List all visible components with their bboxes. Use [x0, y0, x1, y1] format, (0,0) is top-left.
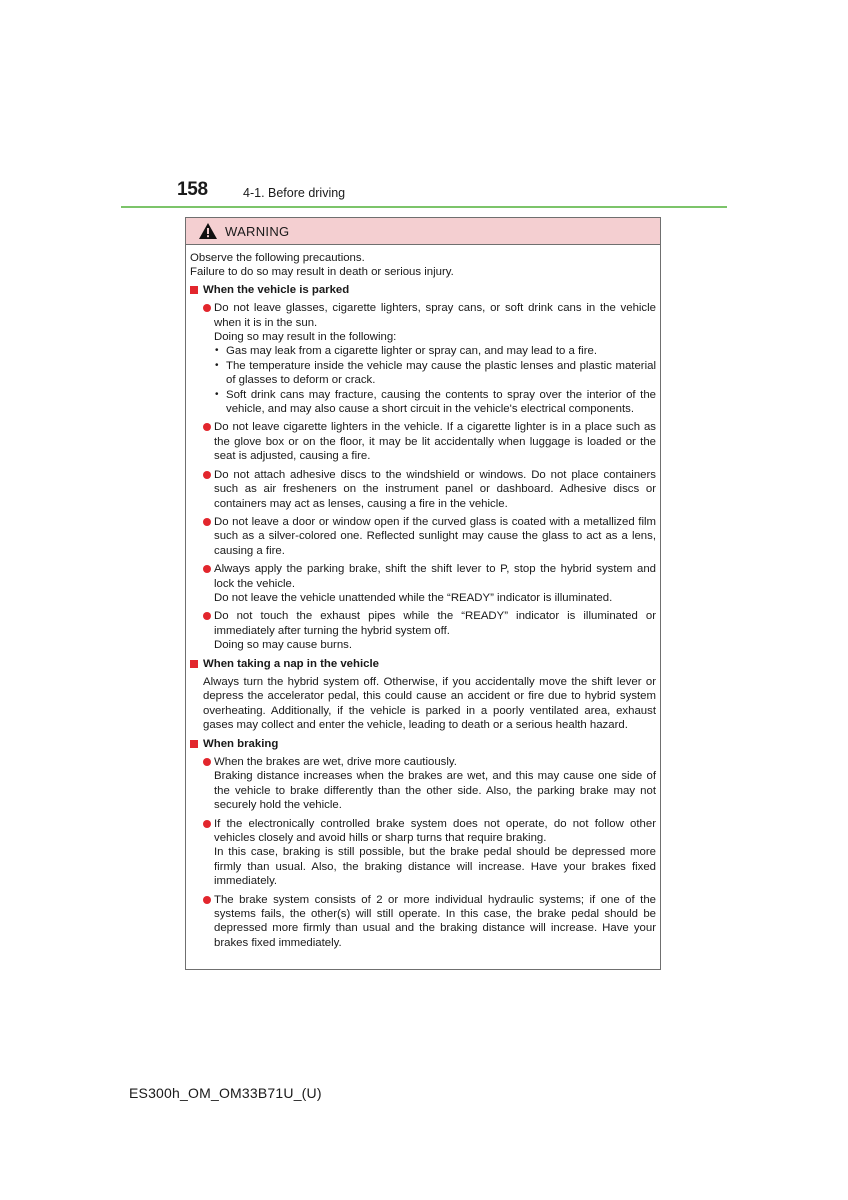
sub-list-item: [214, 344, 656, 358]
warning-body: [186, 245, 660, 950]
bullet-paragraph: Do not leave cigarette lighters in the vehicle. If a cigarette lighter is in a place such as the glove box or on the floor, it may be lit accidentally when luggage is loaded or the seat is adjusted, causing a fire.: [214, 421, 656, 463]
sub-list-text: Gas may leak from a cigarette lighter or spray can, and may lead to a fire.: [226, 345, 597, 358]
section-title: 4-1. Before driving: [243, 186, 346, 200]
bullet-paragraph: In this case, braking is still possible, but the brake pedal should be depressed more firmly than usual. Also, the braking distance will increase. Have your brakes fixed immediately.: [214, 846, 656, 888]
red-dot-icon: [203, 612, 211, 620]
bullet-paragraph: When the brakes are wet, drive more cautiously.: [214, 756, 457, 768]
red-dot-icon: [203, 896, 211, 904]
bullet-paragraph: Do not attach adhesive discs to the windshield or windows. Do not place containers such as air fresheners on the instrument panel or dashboard. Adhesive discs or containers may act as lenses, causing a fire in the vehicle.: [214, 468, 656, 510]
bullet-paragraph: Do not touch the exhaust pipes while the “READY” indicator is illuminated or immediately after turning the hybrid system off.: [214, 610, 656, 637]
warning-triangle-icon: [198, 222, 218, 240]
intro-line: Observe the following precautions.: [190, 252, 365, 264]
subsection-heading-text: When taking a nap in the vehicle: [203, 657, 379, 670]
sub-list-text: Soft drink cans may fracture, causing the contents to spray over the interior of the vehicle, and may also cause a short circuit in the vehicle's electrical components.: [226, 388, 656, 416]
middle-dot-icon: •: [215, 359, 219, 371]
red-square-icon: [190, 286, 198, 294]
red-dot-icon: [203, 423, 211, 431]
subsection-heading: [190, 283, 656, 297]
red-dot-icon: [203, 565, 211, 573]
middle-dot-icon: •: [215, 388, 219, 400]
bullet-item: [190, 420, 656, 463]
red-dot-icon: [203, 471, 211, 479]
section-paragraph: Always turn the hybrid system off. Otherwise, if you accidentally move the shift lever or depress the accelerator pedal, this could cause an accident or fire due to hybrid system overheating. Additionally, if the vehicle is parked in a poorly ventilated area, exhaust gases may collect and enter the vehicle, leading to death or a serious health hazard.: [203, 675, 656, 732]
subsection-heading-text: When braking: [203, 737, 279, 750]
bullet-paragraph: The brake system consists of 2 or more individual hydraulic systems; if one of the systems fails, the other(s) will still operate. In this case, the brake pedal should be depressed more firmly than usual and the braking distance will increase. Have your brakes fixed immediately.: [214, 893, 656, 949]
bullet-paragraph: Doing so may result in the following:: [214, 331, 397, 344]
red-dot-icon: [203, 304, 211, 312]
bullet-paragraph: Do not leave a door or window open if the curved glass is coated with a metallized film such as a silver-colored one. Reflected sunlight may cause the glass to act as a lens, causing a fire.: [214, 515, 656, 557]
bullet-item: [190, 515, 656, 558]
subsection-heading-text: When the vehicle is parked: [203, 283, 350, 296]
sub-list-item: [214, 359, 656, 388]
red-dot-icon: [203, 518, 211, 526]
warning-intro: [190, 251, 656, 280]
page-number: 158: [177, 179, 208, 200]
bullet-item: [190, 301, 656, 416]
red-dot-icon: [203, 758, 211, 766]
sub-list-text: The temperature inside the vehicle may cause the plastic lenses and plastic material of glasses to deform or crack.: [226, 359, 656, 387]
bullet-paragraph: Do not leave the vehicle unattended while the “READY” indicator is illuminated.: [214, 591, 613, 604]
bullet-item: [190, 609, 656, 652]
header-rule: [121, 206, 727, 208]
sub-list-item: [214, 388, 656, 417]
bullet-item: [190, 755, 656, 813]
bullet-paragraph: Braking distance increases when the brakes are wet, and this may cause one side of the vehicle to brake differently than the other side. Also, the parking brake may not securely hold the vehicle.: [214, 770, 656, 812]
warning-box: [185, 217, 661, 970]
bullet-paragraph: If the electronically controlled brake system does not operate, do not follow other vehicles closely and avoid hills or sharp turns that require braking.: [214, 817, 656, 845]
bullet-item: [190, 817, 656, 889]
middle-dot-icon: •: [215, 345, 219, 357]
warning-title: WARNING: [225, 223, 290, 239]
subsection-heading: [190, 657, 656, 671]
bullet-paragraph: Always apply the parking brake, shift the shift lever to P, stop the hybrid system and lock the vehicle.: [214, 563, 656, 590]
red-square-icon: [190, 660, 198, 668]
bullet-item: [190, 893, 656, 951]
bullet-item: [190, 562, 656, 605]
red-dot-icon: [203, 820, 211, 828]
intro-line: Failure to do so may result in death or serious injury.: [190, 266, 454, 279]
warning-header: [186, 218, 660, 245]
subsection-heading: [190, 737, 656, 751]
bullet-paragraph: Do not leave glasses, cigarette lighters, spray cans, or soft drink cans in the vehicle when it is in the sun.: [214, 302, 656, 329]
red-square-icon: [190, 740, 198, 748]
bullet-paragraph: Doing so may cause burns.: [214, 639, 353, 652]
bullet-item: [190, 468, 656, 511]
sub-list: [214, 344, 656, 416]
document-code: ES300h_OM_OM33B71U_(U): [129, 1085, 322, 1101]
